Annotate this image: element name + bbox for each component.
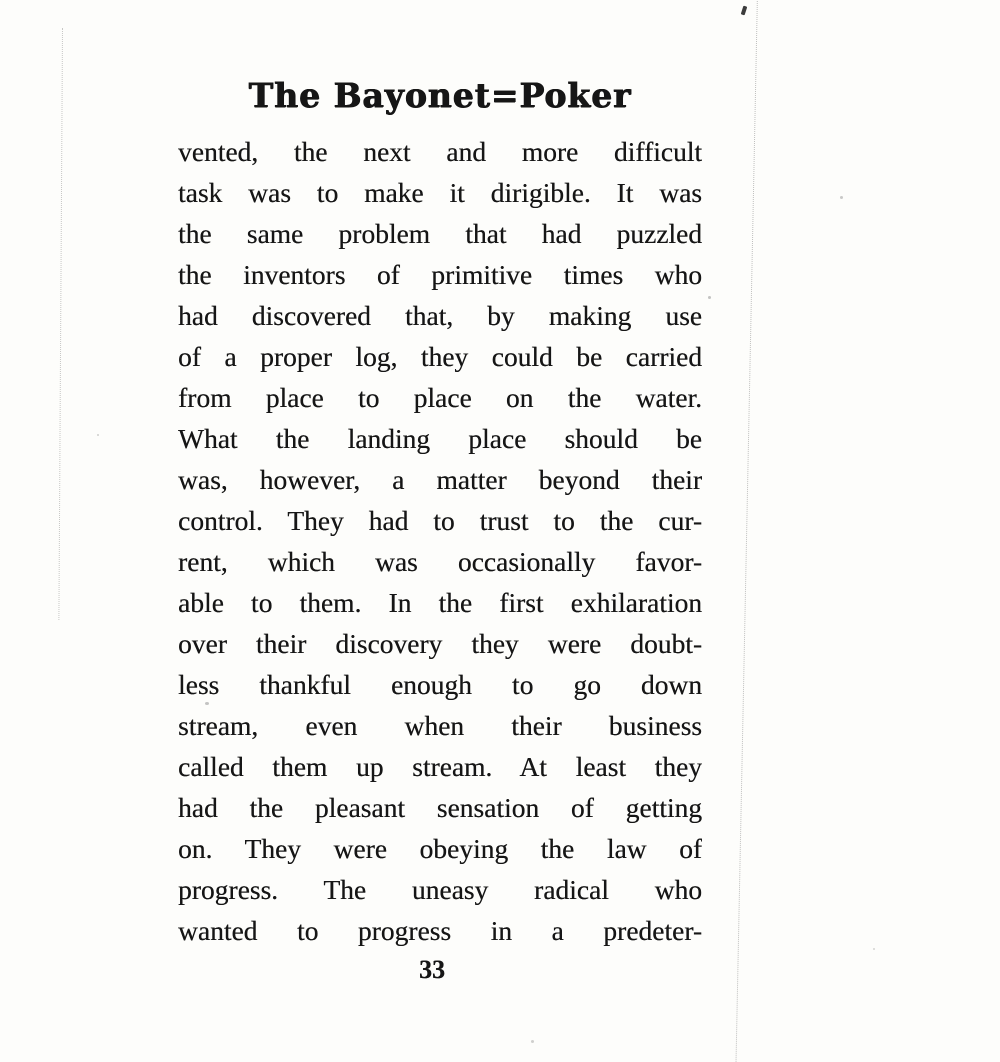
text-line: task was to make it dirigible. It was — [178, 177, 702, 208]
text-line: the inventors of primitive times who — [178, 259, 702, 290]
scan-speck — [873, 948, 875, 950]
text-line: called them up stream. At least they — [178, 751, 702, 782]
scan-speck — [97, 434, 99, 436]
text-line: had discovered that, by making use — [178, 300, 702, 331]
text-line: What the landing place should be — [178, 423, 702, 454]
text-line: able to them. In the first exhilaration — [178, 587, 702, 618]
text-line: vented, the next and more difficult — [178, 136, 702, 167]
text-line: control. They had to trust to the cur- — [178, 505, 702, 536]
text-line: of a proper log, they could be carried — [178, 341, 702, 372]
running-chapter-title: The Bayonet=Poker — [248, 76, 632, 116]
page-number: 33 — [419, 955, 445, 984]
text-line: progress. The uneasy radical who — [178, 874, 702, 905]
page-edge-line-right — [735, 0, 758, 1062]
scan-speck — [840, 196, 843, 199]
scan-speck — [205, 702, 209, 705]
text-line: had the pleasant sensation of getting — [178, 792, 702, 823]
page-edge-line-left — [58, 28, 63, 620]
scan-speck — [741, 6, 748, 16]
scan-speck — [531, 1040, 534, 1043]
text-line: less thankful enough to go down — [178, 669, 702, 700]
text-line: rent, which was occasionally favor- — [178, 546, 702, 577]
text-line: over their discovery they were doubt- — [178, 628, 702, 659]
scan-speck — [708, 296, 711, 299]
text-line: stream, even when their business — [178, 710, 702, 741]
text-line: from place to place on the water. — [178, 382, 702, 413]
text-line: the same problem that had puzzled — [178, 218, 702, 249]
body-text — [178, 131, 702, 951]
text-line: wanted to progress in a predeter- — [178, 915, 702, 946]
text-line: was, however, a matter beyond their — [178, 464, 702, 495]
text-line: on. They were obeying the law of — [178, 833, 702, 864]
